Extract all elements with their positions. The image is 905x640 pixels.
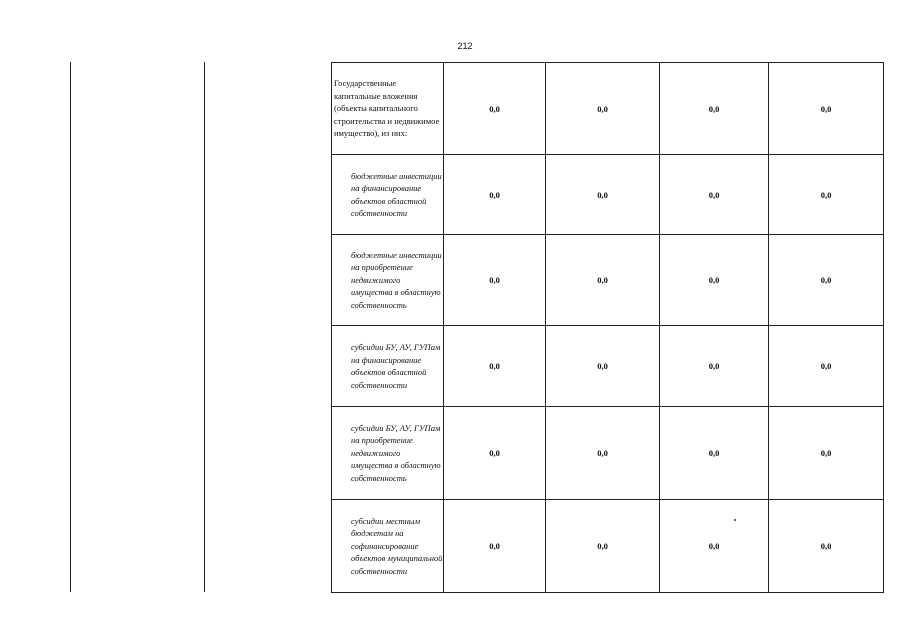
value-cell: 0,0	[660, 326, 769, 407]
value-cell: 0,0	[769, 155, 884, 235]
value-cell: 0,0	[769, 500, 884, 593]
value-cell: 0,0	[546, 235, 660, 326]
column-divider-left	[70, 62, 71, 592]
scan-speck	[734, 519, 736, 521]
value-cell: 0,0	[660, 407, 769, 500]
value-cell: 0,0	[660, 235, 769, 326]
value-cell: 0,0	[546, 407, 660, 500]
value-cell: 0,0	[444, 155, 546, 235]
column-divider-middle	[204, 62, 205, 592]
value-cell: 0,0	[769, 63, 884, 155]
value-cell: 0,0	[444, 63, 546, 155]
value-cell: 0,0	[769, 235, 884, 326]
value-cell: 0,0	[546, 63, 660, 155]
value-cell: 0,0	[546, 326, 660, 407]
value-cell: 0,0	[444, 326, 546, 407]
page-number: 212	[457, 41, 473, 51]
value-cell: 0,0	[769, 407, 884, 500]
row-label: субсидии БУ, АУ, ГУПам на приобретение недвижимого имущества в областную собственность	[332, 407, 444, 500]
row-label: бюджетные инвестиции на приобретение недвижимого имущества в областную собственность	[332, 235, 444, 326]
value-cell: 0,0	[444, 407, 546, 500]
row-label: субсидии БУ, АУ, ГУПам на финансирование объектов областной собственности	[332, 326, 444, 407]
budget-table	[331, 62, 884, 593]
value-cell: 0,0	[660, 500, 769, 593]
value-cell: 0,0	[444, 235, 546, 326]
row-label: субсидии местным бюджетам на софинансирование объектов муниципальной собственности	[332, 500, 444, 593]
value-cell: 0,0	[660, 155, 769, 235]
row-label: Государственные капитальные вложения (объекты капитального строительства и недвижимое имущество), из них:	[332, 63, 444, 155]
value-cell: 0,0	[546, 500, 660, 593]
table-row	[332, 500, 884, 593]
value-cell: 0,0	[546, 155, 660, 235]
table-row	[332, 155, 884, 235]
table-row	[332, 235, 884, 326]
table-row	[332, 63, 884, 155]
table-row	[332, 407, 884, 500]
table-row	[332, 326, 884, 407]
row-label: бюджетные инвестиции на финансирование объектов областной собственности	[332, 155, 444, 235]
value-cell: 0,0	[660, 63, 769, 155]
value-cell: 0,0	[444, 500, 546, 593]
value-cell: 0,0	[769, 326, 884, 407]
